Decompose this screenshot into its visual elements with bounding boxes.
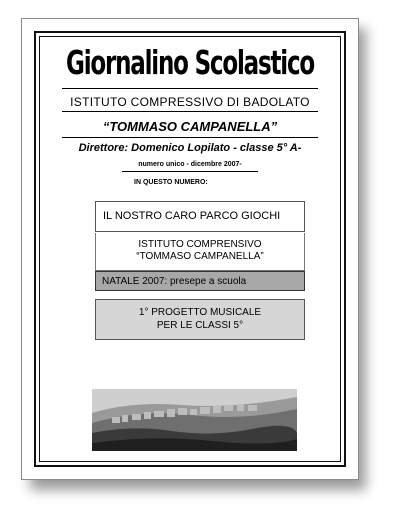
article-box-music [95, 299, 305, 340]
director-line: Direttore: Domenico Lopilato - classe 5° A- [78, 142, 302, 154]
photo-drawing [92, 389, 297, 451]
article-title: IL NOSTRO CARO PARCO GIOCHI [103, 210, 281, 222]
newsletter-title: Giornalino Scolastico [66, 45, 314, 83]
hill-town-photo [92, 389, 297, 451]
article-title: PER LE CLASSI 5° [156, 320, 244, 331]
school-name: “TOMMASO CAMPANELLA” [102, 119, 278, 134]
article-title: NATALE 2007: presepe a scuola [102, 276, 247, 287]
divider-name [62, 137, 318, 138]
article-box-christmas [95, 271, 305, 291]
divider-top [62, 88, 318, 89]
article-title: 1° PROGETTO MUSICALE [138, 307, 262, 318]
contents-label: IN QUESTO NUMERO: [134, 179, 208, 186]
article-title: ISTITUTO COMPRENSIVO [138, 239, 262, 250]
newsletter-page [21, 18, 359, 480]
divider-school [62, 111, 318, 112]
article-box-park [95, 201, 305, 232]
article-title: “TOMMASO CAMPANELLA” [136, 251, 264, 262]
divider-issue [122, 171, 258, 172]
issue-line: numero unico - dicembre 2007- [138, 161, 242, 168]
article-box-school [95, 233, 305, 271]
school-line: ISTITUTO COMPRESSIVO DI BADOLATO [70, 95, 310, 109]
